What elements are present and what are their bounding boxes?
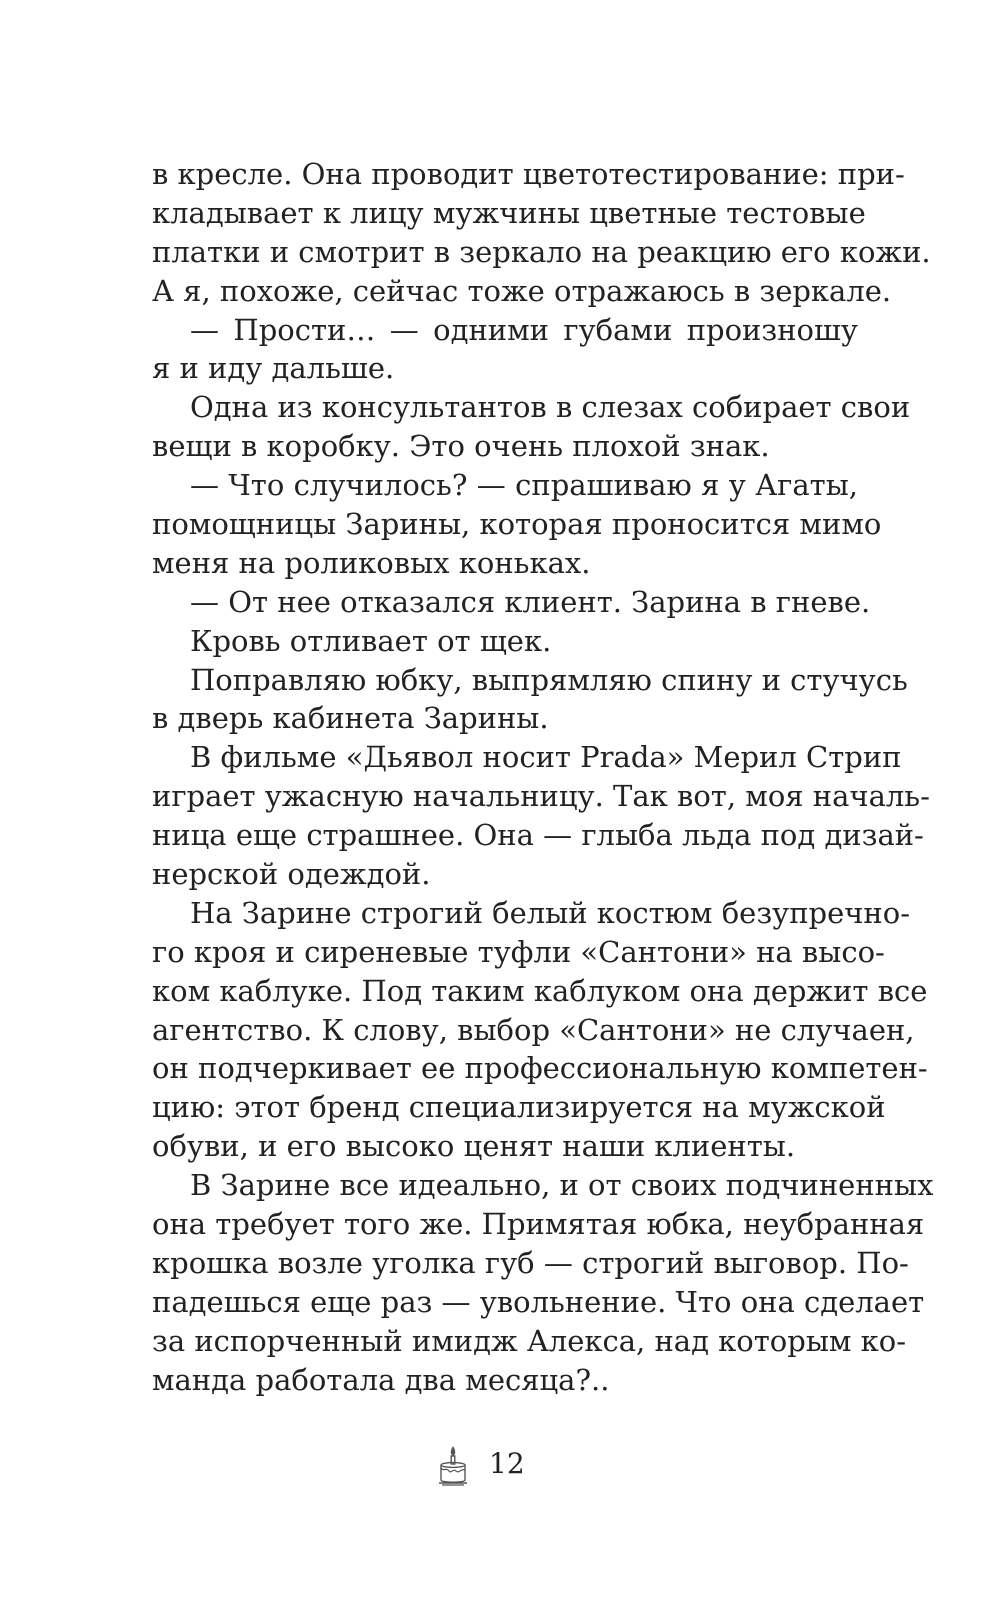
text-line: — Что случилось? — спрашиваю я у Агаты,	[190, 468, 858, 503]
text-line: В фильме «Дьявол носит Prada» Мерил Стрип	[190, 740, 902, 775]
text-line: она требует того же. Примятая юбка, неубранная	[152, 1207, 925, 1242]
text-line: помощницы Зарины, которая проносится мимо	[152, 507, 882, 542]
page-footer	[0, 1444, 1000, 1494]
body-text	[152, 155, 934, 1400]
text-line: ком каблуке. Под таким каблуком она держит все	[152, 973, 928, 1008]
candle-cake-icon	[437, 1444, 469, 1488]
text-line: кладывает к лицу мужчины цветные тестовые	[152, 195, 866, 230]
text-line: падешься еще раз — увольнение. Что она сделает	[152, 1284, 925, 1319]
text-line: в кресле. Она проводит цветотестирование: при-	[152, 157, 905, 191]
text-line: А я, похоже, сейчас тоже отражаюсь в зеркале.	[152, 273, 892, 308]
text-line: — От нее отказался клиент. Зарина в гневе.	[190, 584, 871, 619]
text-line: — Прости… — одними губами произношу	[190, 312, 858, 347]
page-number: 12	[489, 1447, 525, 1480]
text-line: играет ужасную начальницу. Так вот, моя началь-	[152, 779, 930, 814]
text-line: крошка возле уголка губ — строгий выговор. По-	[152, 1245, 909, 1280]
text-line: я и иду дальше.	[152, 351, 395, 386]
text-line: цию: этот бренд специализируется на мужской	[152, 1090, 886, 1125]
text-line: Одна из консультантов в слезах собирает свои	[190, 390, 911, 425]
text-line: манда работала два месяца?..	[152, 1362, 610, 1397]
text-line: в дверь кабинета Зарины.	[152, 701, 549, 736]
text-line: го кроя и сиреневые туфли «Сантони» на высо-	[152, 934, 885, 969]
text-line: ница еще страшнее. Она — глыба льда под дизай-	[152, 818, 924, 853]
text-line: обуви, и его высоко ценят наши клиенты.	[152, 1129, 796, 1164]
text-line: платки и смотрит в зеркало на реакцию его кожи.	[152, 234, 931, 269]
text-line: за испорченный имидж Алекса, над которым ко-	[152, 1323, 907, 1358]
text-line: В Зарине все идеально, и от своих подчиненных	[190, 1168, 934, 1203]
text-line: нерской одеждой.	[152, 857, 431, 892]
text-line: вещи в коробку. Это очень плохой знак.	[152, 429, 770, 464]
text-line: меня на роликовых коньках.	[152, 545, 591, 580]
text-line: Поправляю юбку, выпрямляю спину и стучусь	[190, 662, 908, 697]
text-line: Кровь отливает от щек.	[190, 623, 552, 658]
text-line: На Зарине строгий белый костюм безупречно-	[190, 895, 911, 930]
text-line: он подчеркивает ее профессиональную компетен-	[152, 1051, 928, 1086]
text-line: агентство. К слову, выбор «Сантони» не случаен,	[152, 1012, 915, 1047]
